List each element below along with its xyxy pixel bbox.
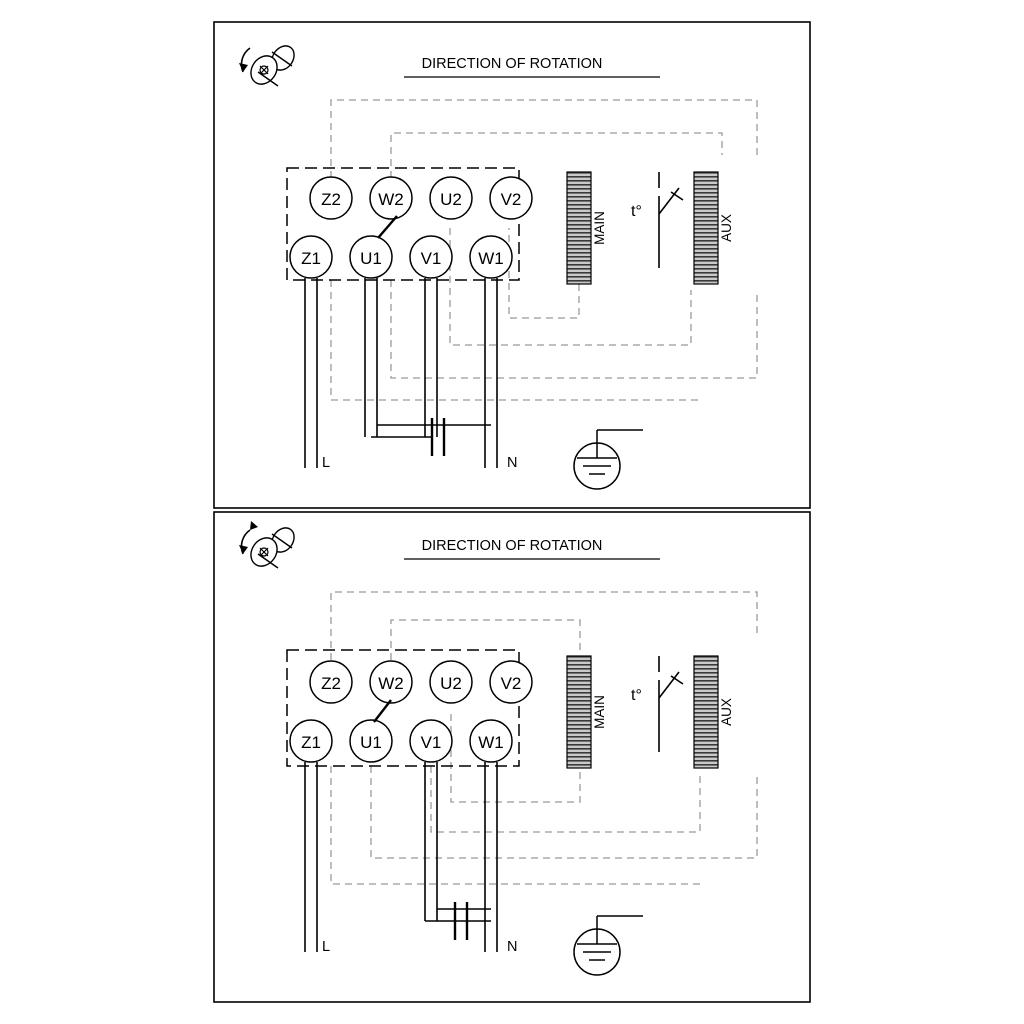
terminal-u1-label: U1: [360, 249, 382, 268]
terminal-v2-label: V2: [500, 190, 522, 209]
winding-main-label: MAIN: [592, 695, 607, 729]
thermal-switch-label: t°: [631, 203, 642, 220]
terminal-u2-label: U2: [440, 190, 462, 209]
winding-aux-label: AUX: [719, 214, 734, 242]
rotation-label: DIRECTION OF ROTATION: [421, 56, 603, 72]
terminal-z1-label: Z1: [301, 249, 321, 268]
terminal-w2-label: W2: [378, 190, 404, 209]
thermal-switch-label: t°: [631, 687, 642, 704]
supply-neutral-label: N: [507, 455, 518, 471]
terminal-z2-label: Z2: [321, 190, 341, 209]
terminal-z2-label: Z2: [321, 674, 341, 693]
terminal-w1-label: W1: [478, 733, 504, 752]
winding-aux-label: AUX: [719, 698, 734, 726]
supply-line-label: L: [322, 939, 331, 955]
terminal-w2-label: W2: [378, 674, 404, 693]
supply-neutral-label: N: [507, 939, 518, 955]
winding-main-label: MAIN: [592, 211, 607, 245]
terminal-u1-label: U1: [360, 733, 382, 752]
terminal-z1-label: Z1: [301, 733, 321, 752]
rotation-label: DIRECTION OF ROTATION: [421, 538, 603, 554]
terminal-v2-label: V2: [500, 674, 522, 693]
terminal-v1-label: V1: [420, 249, 442, 268]
terminal-w1-label: W1: [478, 249, 504, 268]
terminal-v1-label: V1: [420, 733, 442, 752]
terminal-u2-label: U2: [440, 674, 462, 693]
supply-line-label: L: [322, 455, 331, 471]
